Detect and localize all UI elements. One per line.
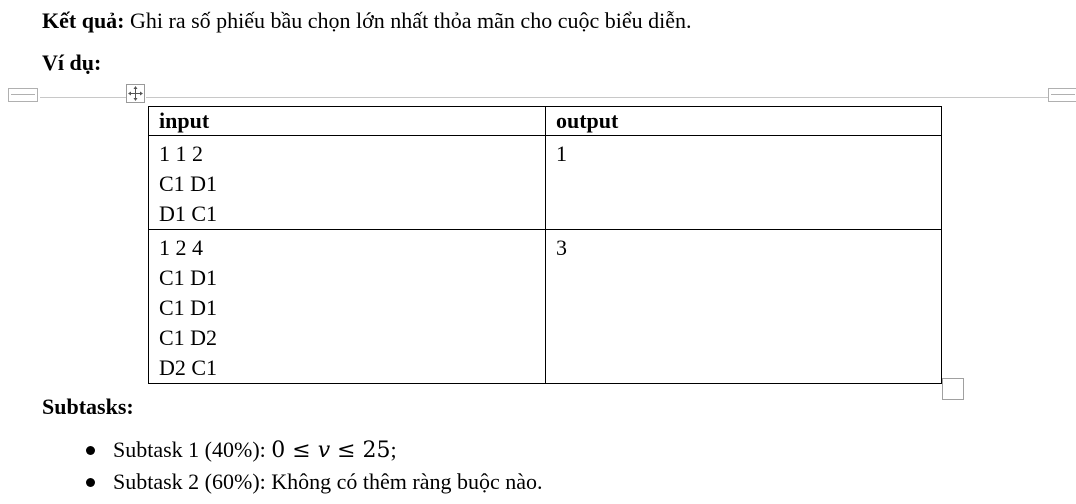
output-line: 1 [556, 141, 567, 166]
subtask-constraint [271, 438, 390, 463]
input-line: 1 1 2 [159, 141, 203, 166]
list-item [0, 466, 543, 498]
example-table [148, 106, 942, 384]
output-cell [546, 136, 942, 230]
table-margin-rule-right [146, 97, 1048, 98]
table-resize-handle[interactable] [942, 378, 964, 400]
subtask-text: Subtask 1 (40%): [113, 437, 272, 462]
input-line: D1 C1 [159, 201, 218, 226]
table-row [149, 136, 942, 230]
output-cell [546, 230, 942, 384]
subtask-text: Subtask 2 (60%): Không có thêm ràng buộc nào. [113, 469, 543, 494]
example-heading: Ví dụ: [42, 50, 102, 75]
subtasks-heading: Subtasks: [42, 394, 134, 419]
right-margin-marker[interactable] [1048, 88, 1076, 102]
result-text: Ghi ra số phiếu bầu chọn lớn nhất thỏa mãn cho cuộc biểu diễn. [124, 8, 692, 33]
list-item [0, 434, 543, 466]
input-line: D2 C1 [159, 355, 218, 380]
input-cell [149, 136, 546, 230]
output-line: 3 [556, 235, 567, 260]
math-le-sign: ≤ [285, 438, 318, 463]
table-row [149, 230, 942, 384]
result-line [42, 10, 691, 32]
table-move-handle-icon[interactable] [126, 84, 145, 103]
bullet-icon [86, 478, 95, 487]
subtask-suffix: ; [390, 437, 397, 462]
input-cell [149, 230, 546, 384]
math-lower: 0 [271, 438, 286, 463]
header-output: output [546, 107, 942, 136]
table-header-row [149, 107, 942, 136]
result-label: Kết quả: [42, 8, 125, 33]
subtasks-list [0, 434, 543, 498]
input-line: C1 D2 [159, 325, 218, 350]
math-variable: v [317, 438, 331, 463]
bullet-icon [86, 446, 95, 455]
header-input: input [149, 107, 546, 136]
math-le-sign: ≤ [330, 438, 363, 463]
table-margin-rule-left [40, 97, 126, 98]
input-line: C1 D1 [159, 265, 218, 290]
left-margin-marker[interactable] [8, 88, 38, 102]
math-upper: 25 [362, 438, 391, 463]
input-line: C1 D1 [159, 171, 218, 196]
input-line: 1 2 4 [159, 235, 203, 260]
input-line: C1 D1 [159, 295, 218, 320]
